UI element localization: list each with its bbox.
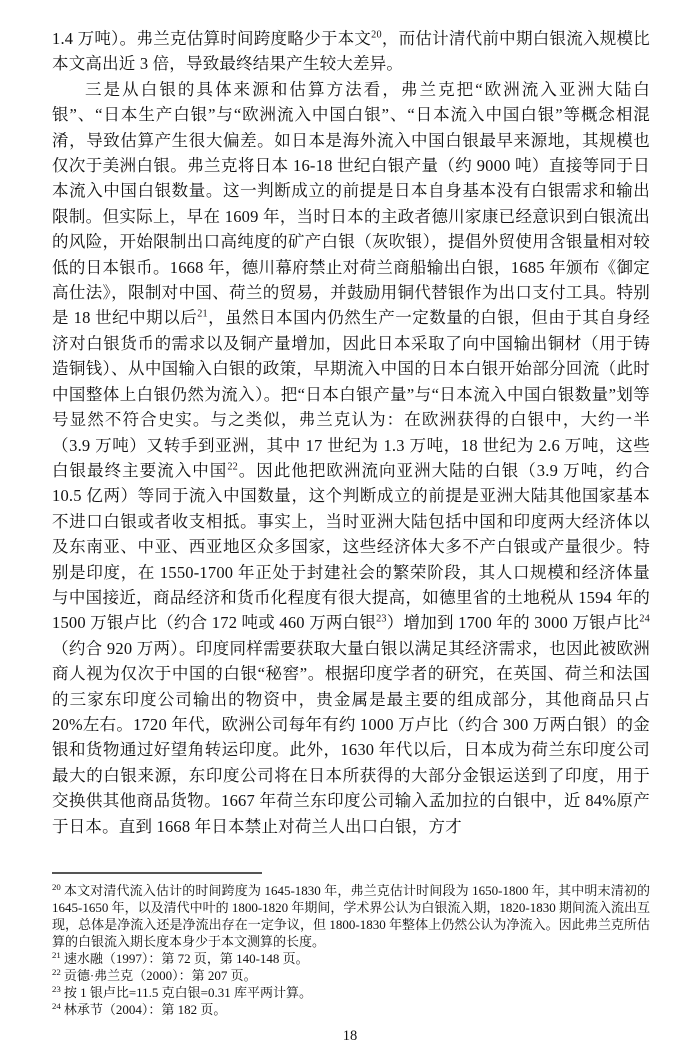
- paragraph-text: 。因此他把欧洲流向亚洲大陆的白银（3.9 万吨，约合 10.5 亿两）等同于流入中国数量，这个判断成立的前提是亚洲大陆其他国家基本不进口白银或者收支相抵。事实上，当时亚洲大陆包括中国和印度两大经济体以及东南亚、中亚、西亚地区众多国家，这些经济体大多不产白银或产量很少。特别是印度，在 1550-1700 年正处于封建社会的繁荣阶段，其人口规模和经济体量与中国接近，商品经济和货币化程度有很大提高，如德里省的土地税从 1594 年的 1500 万银卢比（约合 172 吨或 460 万两白银: [52, 460, 650, 633]
- footnote-text: 林承节（2004）：第 182 页。: [63, 1002, 227, 1017]
- body-text: [52, 26, 650, 839]
- footnote-separator: [52, 872, 262, 874]
- paragraph-text: ）增加到 1700 年的 3000 万银卢比: [386, 613, 640, 633]
- footnote-ref-24: 24: [639, 613, 650, 625]
- footnote-21: [52, 950, 650, 967]
- paragraph-text: ，虽然日本国内仍然生产一定数量的白银，但由于其自身经济对白银货币的需求以及铜产量增加，因此日本采取了向中国输出铜材（用于铸造铜钱）、从中国输入白银的政策，早期流入中国的日本白银开始部分回流（此时中国整体上白银仍然为流入）。把“日本白银产量”与“日本流入中国白银数量”划等号显然不符合史实。与之类似，弗兰克认为：在欧洲获得的白银中，大约一半（3.9 万吨）又转手到亚洲，其中 17 世纪为 1.3 万吨，18 世纪为 2.6 万吨，这些白银最终主要流入中国: [52, 308, 651, 480]
- footnote-20: [52, 882, 650, 950]
- paragraph-text: 1.4 万吨）。弗兰克估算时间跨度略少于本文: [52, 29, 372, 48]
- paragraph-text: 三是从白银的具体来源和估算方法看，弗兰克把“欧洲流入亚洲大陆白银”、“日本生产白银”与“欧洲流入中国白银”、“日本流入中国白银”等概念相混淆，导致估算产生很大偏差。如日本是海外流入中国白银最早来源地，其规模也仅次于美洲白银。弗兰克将日本 16-18 世纪白银产量（约 9000 吨）直接等同于日本流入中国白银数量。这一判断成立的前提是日本自身基本没有白银需求和输出限制。但实际上，早在 1609 年，当时日本的主政者德川家康已经意识到白银流出的风险，开始限制出口高纯度的矿产白银（灰吹银），提倡外贸使用含银量相对较低的日本银币。1668 年，德川幕府禁止对荷兰商船输出白银，1685 年颁布《御定高仕法》，限制对中国、荷兰的贸易，并鼓励用铜代替银作为出口支付工具。特别是 18 世纪中期以后: [52, 79, 650, 328]
- footnotes-section: [52, 872, 650, 1018]
- footnote-ref-21: 21: [197, 308, 208, 320]
- footnote-marker: 22: [52, 966, 61, 977]
- footnote-text: 速水融（1997）：第 72 页，第 140-148 页。: [63, 951, 309, 966]
- footnote-marker: 23: [52, 983, 61, 994]
- footnote-text: 贡德·弗兰克（2000）：第 207 页。: [63, 968, 257, 983]
- footnote-23: [52, 984, 650, 1001]
- footnote-text: 本文对清代流入估计的时间跨度为 1645-1830 年，弗兰克估计时间段为 1650-1800 年，其中明末清初的 1645-1650 年，以及清代中叶的 1800-1820 年期间，学术界公认为白银流入期，1820-1830 期间流入流出互现，总体是净流入还是净流出存在一定争议，但 1800-1830 年整体上仍然公认为净流入。因此弗兰克所估算的白银流入期长度本身少于本文测算的长度。: [52, 883, 650, 949]
- footnote-24: [52, 1001, 650, 1018]
- footnote-marker: 24: [52, 1000, 61, 1011]
- paragraph-text: ，而估计清代前中期白银流入规模比本文高出近 3 倍，导致最终结果产生较大差异。: [52, 29, 651, 74]
- footnote-marker: 20: [52, 881, 61, 892]
- paragraph-continuation: [52, 26, 650, 77]
- page-number: 18: [342, 1028, 358, 1044]
- footnote-marker: 21: [52, 949, 61, 960]
- footnote-ref-22: 22: [227, 461, 238, 473]
- footnote-text: 按 1 银卢比=11.5 克白银=0.31 库平两计算。: [63, 985, 313, 1000]
- footnote-22: [52, 967, 650, 984]
- paragraph-main: [52, 77, 650, 839]
- footnote-ref-23: 23: [376, 613, 387, 625]
- paragraph-text: （约合 920 万两）。印度同样需要获取大量白银以满足其经济需求，也因此被欧洲商人视为仅次于中国的白银“秘窖”。根据印度学者的研究，在英国、荷兰和法国的三家东印度公司输出的物资中，贵金属是最主要的组成部分，其他商品只占 20%左右。1720 年代，欧洲公司每年有约 1000 万卢比（约合 300 万两白银）的金银和货物通过好望角转运印度。此外，1630 年代以后，日本成为荷兰东印度公司最大的白银来源，东印度公司将在日本所获得的大部分金银运送到了印度，用于交换供其他商品货物。1667 年荷兰东印度公司输入孟加拉的白银中，近 84%原产于日本。直到 1668 年日本禁止对荷兰人出口白银，方才: [52, 638, 650, 836]
- footnote-ref-20: 20: [371, 29, 382, 41]
